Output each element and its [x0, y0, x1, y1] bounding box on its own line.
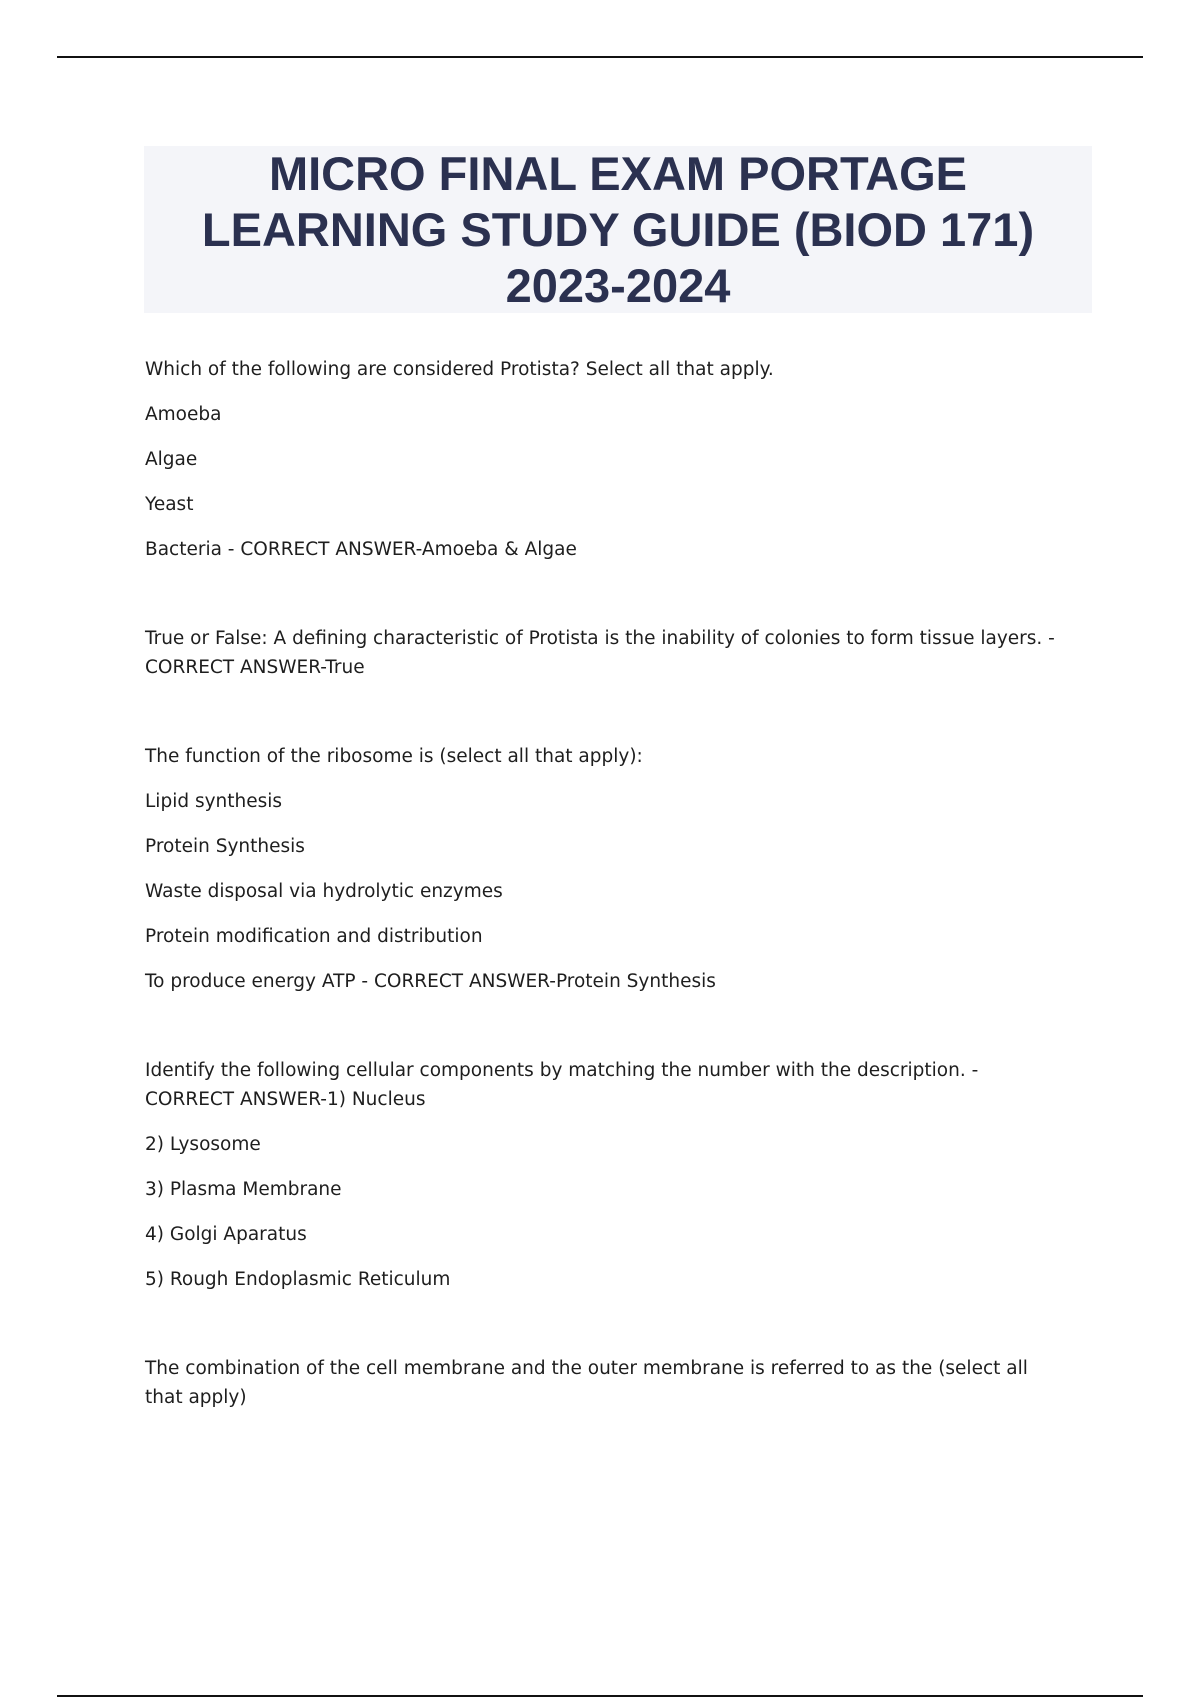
answer-option: Yeast [145, 494, 194, 515]
answer-option-with-correct-answer: To produce energy ATP - CORRECT ANSWER-Protein Synthesis [145, 971, 716, 992]
title-line: LEARNING STUDY GUIDE (BIOD 171) [201, 202, 1035, 256]
question-block [145, 1056, 1065, 1294]
question-block [145, 355, 1065, 564]
question-list [145, 355, 1065, 1472]
answer-option: Algae [145, 449, 198, 470]
answer-item: 4) Golgi Aparatus [145, 1224, 307, 1245]
answer-option: Waste disposal via hydrolytic enzymes [145, 881, 503, 902]
answer-option: Amoeba [145, 404, 222, 425]
answer-item: 5) Rough Endoplasmic Reticulum [145, 1269, 451, 1290]
question-block [145, 1354, 1065, 1412]
question-text: The combination of the cell membrane and the outer membrane is referred to as the (select all that apply) [145, 1358, 1028, 1408]
title-line: 2023-2024 [505, 258, 731, 312]
question-block [145, 624, 1065, 682]
question-text: Which of the following are considered Protista? Select all that apply. [145, 359, 774, 380]
answer-option: Protein modification and distribution [145, 926, 483, 947]
title-banner [144, 146, 1092, 313]
question-text: The function of the ribosome is (select all that apply): [145, 746, 643, 767]
answer-item: 2) Lysosome [145, 1134, 261, 1155]
question-block [145, 742, 1065, 996]
question-text-with-correct-answer: True or False: A defining characteristic of Protista is the inability of colonies to form tissue layers. - CORRECT ANSWER-True [145, 628, 1055, 678]
answer-item: 3) Plasma Membrane [145, 1179, 342, 1200]
answer-option-with-correct-answer: Bacteria - CORRECT ANSWER-Amoeba & Algae [145, 539, 577, 560]
document-title [202, 146, 1034, 314]
bottom-rule [57, 1695, 1143, 1697]
title-line: MICRO FINAL EXAM PORTAGE [268, 146, 968, 200]
question-text-with-correct-answer: Identify the following cellular components by matching the number with the description. - CORRECT ANSWER-1) Nucleus [145, 1060, 979, 1110]
top-rule [57, 56, 1143, 58]
answer-option: Protein Synthesis [145, 836, 305, 857]
answer-option: Lipid synthesis [145, 791, 283, 812]
